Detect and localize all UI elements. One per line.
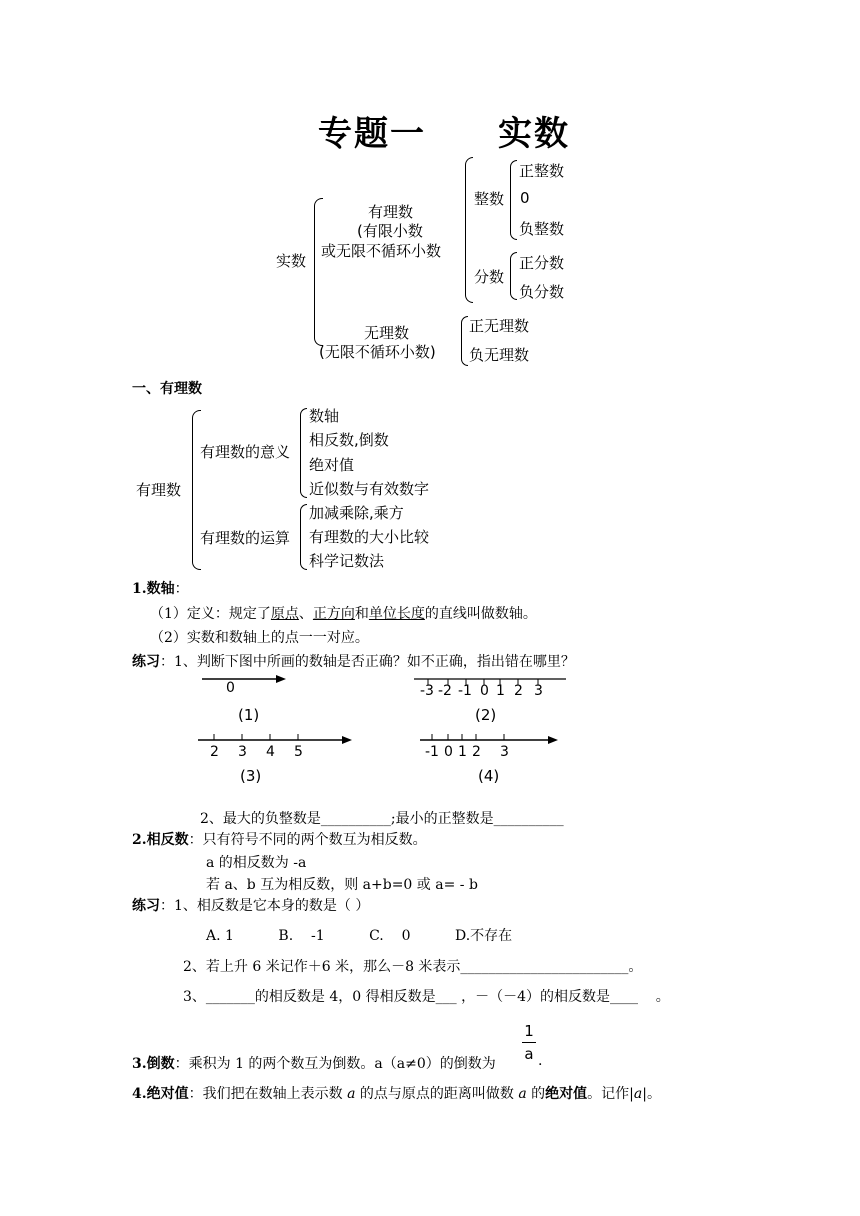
absolute-line bbox=[132, 1083, 661, 1103]
opposite-options: A. 1 B. -1 C. 0 D.不存在 bbox=[206, 928, 513, 944]
tree1-pos-irr: 正无理数 bbox=[469, 317, 530, 335]
tree1-rational-desc2: 或无限不循环小数 bbox=[321, 242, 442, 260]
fig4-label-m1: -1 bbox=[425, 744, 439, 760]
tree1-pos-frac: 正分数 bbox=[519, 254, 565, 272]
absolute-def-b: 的点与原点的距离叫做数 bbox=[355, 1086, 519, 1102]
opposite-exercise-q1 bbox=[132, 895, 369, 915]
tree1-neg-int: 负整数 bbox=[519, 220, 565, 238]
fraction-numerator: 1 bbox=[524, 1022, 534, 1040]
fig3-label-2: 2 bbox=[210, 744, 219, 760]
tree1-zero: 0 bbox=[520, 189, 530, 207]
number-line-fig-2 bbox=[414, 679, 566, 685]
absolute-def-e: |。 bbox=[642, 1086, 661, 1102]
tree2-meaning-item-1: 数轴 bbox=[309, 407, 340, 425]
exercise-label: 练习 bbox=[132, 654, 160, 670]
tree2-operation: 有理数的运算 bbox=[200, 529, 291, 547]
fig2-label-1: 1 bbox=[496, 683, 505, 699]
reciprocal-fraction bbox=[520, 1022, 538, 1063]
fig1-caption: (1) bbox=[238, 706, 260, 724]
tree2-operation-item-1: 加减乘除,乘方 bbox=[309, 504, 404, 522]
reciprocal-heading: 3.倒数 bbox=[132, 1056, 175, 1072]
fig2-label-m3: -3 bbox=[420, 683, 434, 699]
numline-exercise-q2: 2、最大的负整数是__________;最小的正整数是__________ bbox=[200, 811, 564, 827]
tree2-meaning-item-2: 相反数,倒数 bbox=[309, 431, 389, 449]
opposite-line1: a 的相反数为 -a bbox=[206, 855, 307, 871]
number-line-fig-3 bbox=[198, 734, 352, 744]
opposite-q1-text: ：1、相反数是它本身的数是（ ） bbox=[160, 898, 370, 914]
tree2-operation-item-2: 有理数的大小比较 bbox=[309, 528, 430, 546]
tree1-rational: 有理数 bbox=[368, 203, 414, 221]
tree2-root: 有理数 bbox=[136, 481, 182, 499]
opposite-line2: 若 a、b 互为相反数，则 a+b=0 或 a= - b bbox=[206, 877, 478, 893]
number-line-fig-1 bbox=[202, 675, 286, 683]
fraction-denominator: a bbox=[524, 1045, 534, 1063]
number-line-fig-4 bbox=[420, 734, 558, 744]
opposite-exercise-label: 练习 bbox=[132, 898, 160, 914]
fig4-caption: (4) bbox=[478, 767, 500, 785]
absolute-def-c: 的 bbox=[526, 1086, 546, 1102]
tree1-pos-int: 正整数 bbox=[519, 162, 565, 180]
absolute-var-a1: a bbox=[347, 1086, 356, 1102]
reciprocal-end: . bbox=[538, 1053, 543, 1069]
opposite-heading bbox=[132, 829, 427, 849]
tree1-integer: 整数 bbox=[474, 190, 505, 208]
opposite-def: ：只有符号不同的两个数互为相反数。 bbox=[188, 832, 427, 848]
numline-heading-colon: ： bbox=[174, 581, 189, 597]
reciprocal-line bbox=[132, 1053, 496, 1073]
numline-point2: （2）实数和数轴上的点一一对应。 bbox=[150, 630, 369, 646]
tree2-meaning-item-3: 绝对值 bbox=[309, 456, 355, 474]
tree1-irrational: 无理数 bbox=[364, 324, 410, 342]
tree2-meaning-item-4: 近似数与有效数字 bbox=[309, 480, 430, 498]
def-and: 和 bbox=[354, 606, 369, 622]
exercise-q1-text: ：1、判断下图中所画的数轴是否正确？如不正确，指出错在哪里？ bbox=[160, 654, 575, 670]
fig3-caption: (3) bbox=[240, 767, 262, 785]
fig2-label-m1: -1 bbox=[458, 683, 472, 699]
def-suffix: 的直线叫做数轴。 bbox=[424, 606, 537, 622]
tree1-irrational-desc: (无限不循环小数) bbox=[319, 343, 436, 361]
tree1-fraction: 分数 bbox=[474, 268, 505, 286]
fig2-label-3: 3 bbox=[534, 683, 543, 699]
fig3-label-3: 3 bbox=[238, 744, 247, 760]
fig2-label-2: 2 bbox=[514, 683, 523, 699]
absolute-var-a3: a bbox=[633, 1086, 643, 1102]
section-heading-rational: 一、有理数 bbox=[132, 381, 202, 397]
tree2-meaning: 有理数的意义 bbox=[200, 443, 291, 461]
fig1-label-0: 0 bbox=[226, 680, 235, 696]
reciprocal-def: ：乘积为 1 的两个数互为倒数。a（a≠0）的倒数为 bbox=[174, 1056, 496, 1072]
numline-heading-text: 1.数轴 bbox=[132, 581, 175, 597]
fig4-label-2: 2 bbox=[472, 744, 481, 760]
fig4-label-3: 3 bbox=[500, 744, 509, 760]
absolute-heading: 4.绝对值 bbox=[132, 1086, 189, 1102]
def-prefix: （1）定义：规定了 bbox=[150, 606, 271, 622]
fig2-caption: (2) bbox=[475, 706, 497, 724]
fig4-label-1: 1 bbox=[458, 744, 467, 760]
tree1-rational-desc1: (有限小数 bbox=[357, 222, 423, 240]
fraction-bar bbox=[522, 1042, 536, 1043]
tree1-neg-irr: 负无理数 bbox=[469, 346, 530, 364]
absolute-def-d: 。记作| bbox=[587, 1086, 634, 1102]
absolute-def-a: ：我们把在数轴上表示数 bbox=[188, 1086, 348, 1102]
tree2-operation-item-3: 科学记数法 bbox=[309, 552, 385, 570]
tree1-neg-frac: 负分数 bbox=[519, 283, 565, 301]
fig3-label-5: 5 bbox=[294, 744, 303, 760]
def-sep: 、 bbox=[298, 606, 313, 622]
absolute-var-a2: a bbox=[518, 1086, 527, 1102]
fig2-label-0: 0 bbox=[480, 683, 489, 699]
term-origin: 原点 bbox=[270, 606, 299, 622]
page-title: 专题一 实数 bbox=[318, 114, 570, 154]
opposite-q2: 2、若上升 6 米记作＋6 米，那么－8 米表示________________________。 bbox=[183, 959, 643, 975]
opposite-q3: 3、_______的相反数是 4，0 得相反数是___ ，－（－4）的相反数是____ 。 bbox=[183, 989, 670, 1005]
absolute-term: 绝对值 bbox=[545, 1086, 588, 1102]
opposite-heading-text: 2.相反数 bbox=[132, 832, 189, 848]
term-unit-length: 单位长度 bbox=[368, 606, 425, 622]
tree1-root: 实数 bbox=[276, 252, 307, 270]
fig4-label-0: 0 bbox=[444, 744, 453, 760]
fig3-label-4: 4 bbox=[266, 744, 275, 760]
term-direction: 正方向 bbox=[312, 606, 355, 622]
fig2-label-m2: -2 bbox=[438, 683, 452, 699]
